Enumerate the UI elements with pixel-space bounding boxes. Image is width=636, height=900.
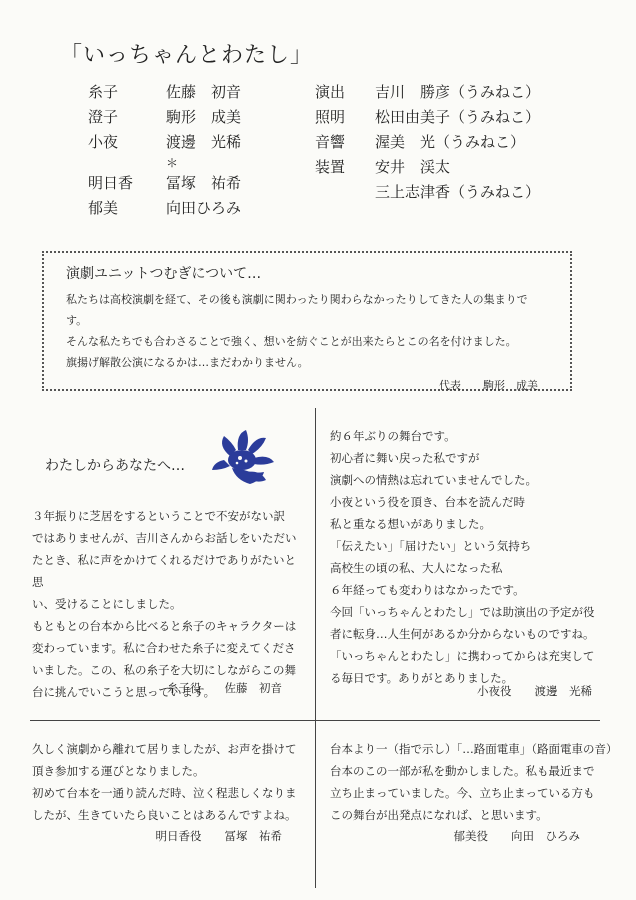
cast-row: [88, 105, 241, 130]
row-divider: [30, 720, 600, 721]
message-line: 初心者に舞い戻った私ですが: [330, 451, 480, 465]
unit-intro-line: そんな私たちでも合わさることで強く、想いを紡ぐことが出来たらとこの名を付けました。: [66, 335, 517, 348]
message-line: 約６年ぶりの舞台です。: [330, 429, 456, 443]
message-asuka: [32, 738, 307, 826]
cast-row: [88, 130, 241, 155]
unit-intro-box: [42, 251, 572, 391]
staff-role: [315, 180, 375, 205]
cast-name: 佐藤 初音: [166, 83, 242, 101]
message-line: 久しく演劇から離れて居りましたが、お声を掛けて: [32, 742, 297, 756]
cast-name: 向田ひろみ: [166, 199, 242, 217]
cast-role: 郁美: [88, 199, 119, 217]
unit-intro-line: 私たちは高校演劇を経て、その後も演劇に関わったり関わらなかったりしてきた人の集まりです。: [66, 293, 528, 327]
message-line: たとき、私に声をかけてくれるだけでありがたいと思: [32, 553, 297, 589]
cast-role: 澄子: [88, 108, 119, 126]
staff-name: 三上志津香（うみねこ）: [375, 183, 541, 201]
staff-row: [315, 180, 540, 205]
message-line: ３年振りに芝居をするということで不安がない訳: [32, 509, 285, 523]
cast-role: 小夜: [88, 133, 119, 151]
signature-asuka: 明日香役 冨塚 祐希: [155, 829, 282, 843]
staff-row: [315, 130, 540, 155]
cast-row: [88, 171, 241, 196]
staff-role: 装置: [315, 158, 346, 176]
message-line: ではありませんが、吉川さんからお話しをいただい: [32, 531, 297, 545]
message-line: 台に挑んでいこうと思っています。: [32, 685, 216, 699]
message-line: もともとの台本から比べると糸子のキャラクターは: [32, 619, 297, 633]
cast-role: 糸子: [88, 83, 119, 101]
cast-role: 明日香: [88, 174, 134, 192]
cast-row: [88, 80, 241, 105]
message-line: ６年経っても変わりはなかったです。: [330, 583, 525, 597]
message-itoko: [32, 505, 302, 703]
unit-intro-line: 旗揚げ解散公演になるかは…まだわかりません。: [66, 356, 309, 369]
message-line: 初めて台本を一通り読んだ時、泣く程悲しくなりま: [32, 786, 297, 800]
message-line: 台本より一（指で示し）「…路面電車」（路面電車の音）: [330, 742, 618, 756]
staff-role: 演出: [315, 83, 346, 101]
column-divider: [315, 408, 316, 888]
message-line: 「いっちゃんとわたし」に携わってからは充実して: [330, 649, 595, 663]
message-line: 小夜という役を頂き、台本を読んだ時: [330, 495, 526, 509]
message-line: いました。この、私の糸子を大切にしながらこの舞: [32, 663, 297, 677]
staff-name: 吉川 勝彦（うみねこ）: [375, 83, 541, 101]
cast-row: [88, 196, 241, 221]
signature-itoko: 糸子役 佐藤 初音: [167, 681, 282, 695]
staff-row: [315, 80, 540, 105]
cast-separator: ＊: [166, 156, 179, 170]
signature-sayo: 小夜役 渡邊 光稀: [477, 684, 592, 698]
cast-name: 渡邊 光稀: [166, 133, 242, 151]
staff-name: 安井 渓太: [375, 158, 451, 176]
message-line: 立ち止まっていました。今、立ち止まっている方も: [330, 786, 595, 800]
message-line: る毎日です。ありがとありました。: [330, 671, 514, 685]
flower-illustration: [210, 428, 280, 488]
cast-list: [88, 80, 241, 221]
message-line: 頂き参加する運びとなりました。: [32, 764, 205, 778]
cast-name: 駒形 成美: [166, 108, 242, 126]
staff-row: [315, 105, 540, 130]
staff-role: 照明: [315, 108, 346, 126]
staff-list: [315, 80, 540, 205]
section-title: わたしからあなたへ…: [45, 458, 185, 474]
message-line: 者に転身…人生何があるか分からないものですね。: [330, 627, 595, 641]
message-line: したが、生きていたら良いことはあるんですよね。: [32, 808, 297, 822]
signature-ikumi: 郁美役 向田 ひろみ: [453, 829, 580, 843]
message-line: い、受けることにしました。: [32, 597, 182, 611]
cast-name: 冨塚 祐希: [166, 174, 242, 192]
cast-role: [88, 155, 166, 171]
staff-row: [315, 155, 540, 180]
unit-intro-title: 演劇ユニットつむぎについて…: [66, 266, 262, 282]
message-line: 今回「いっちゃんとわたし」では助演出の予定が役: [330, 605, 595, 619]
message-line: 台本のこの一部が私を動かしました。私も最近まで: [330, 764, 595, 778]
staff-role: 音響: [315, 133, 346, 151]
staff-name: 松田由美子（うみねこ）: [375, 108, 541, 126]
message-line: 私と重なる想いがありました。: [330, 517, 491, 531]
message-line: 演劇への情熱は忘れていませんでした。: [330, 473, 537, 487]
message-line: 「伝えたい」「届けたい」という気持ち: [330, 539, 532, 553]
message-sayo: [330, 425, 612, 689]
message-line: この舞台が出発点になれば、と思います。: [330, 808, 548, 822]
page-title: 「いっちゃんとわたし」: [60, 43, 314, 68]
message-ikumi: [330, 738, 618, 826]
message-line: 変わっています。私に合わせた糸子に変えてくださ: [32, 641, 296, 655]
staff-name: 渥美 光（うみねこ）: [375, 133, 526, 151]
message-line: 高校生の頃の私、大人になった私: [330, 561, 503, 575]
unit-intro-signature: 代表 駒形 成美: [439, 379, 538, 392]
cast-row: [88, 155, 241, 171]
